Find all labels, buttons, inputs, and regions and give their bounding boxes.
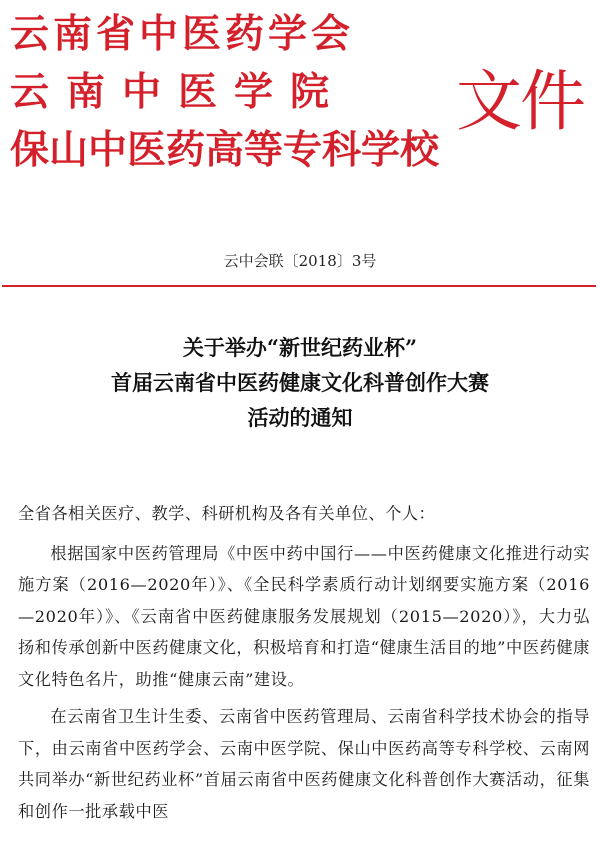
issuer-name-1: 云南省中医药学会 xyxy=(10,12,355,57)
red-divider-line xyxy=(2,285,596,287)
document-body xyxy=(18,498,590,833)
document-header xyxy=(0,0,600,200)
title-line-2: 首届云南省中医药健康文化科普创作大赛 xyxy=(111,370,489,395)
document-title xyxy=(0,330,600,435)
title-line-1: 关于举办“新世纪药业杯” xyxy=(182,335,418,360)
salutation: 全省各相关医疗、教学、科研机构及各有关单位、个人： xyxy=(18,504,436,523)
document-type-label: 文件 xyxy=(456,63,584,140)
title-line-3: 活动的通知 xyxy=(247,405,353,430)
issuer-name-3: 保山中医药高等专科学校 xyxy=(10,128,440,173)
issuer-name-2: 云南中医学院 xyxy=(10,70,347,115)
paragraph-2: 在云南省卫生计生委、云南省中医药管理局、云南省科学技术协会的指导下，由云南省中医药学会、云南中医学院、保山中医药高等专科学校、云南网共同举办“新世纪药业杯”首届云南省中医药健康文化科普创作大赛活动，征集和创作一批承载中医 xyxy=(18,707,590,821)
paragraph-1: 根据国家中医药管理局《中医中药中国行——中医药健康文化推进行动实施方案（2016—2020年）》、《全民科学素质行动计划纲要实施方案（2016—2020年）》、《云南省中医药健康服务发展规划（2015—2020）》，大力弘扬和传承创新中医药健康文化，积极培育和打造“健康生活目的地”中医药健康文化特色名片，助推“健康云南”建设。 xyxy=(18,543,590,689)
document-number: 云中会联〔2018〕3号 xyxy=(223,252,377,270)
